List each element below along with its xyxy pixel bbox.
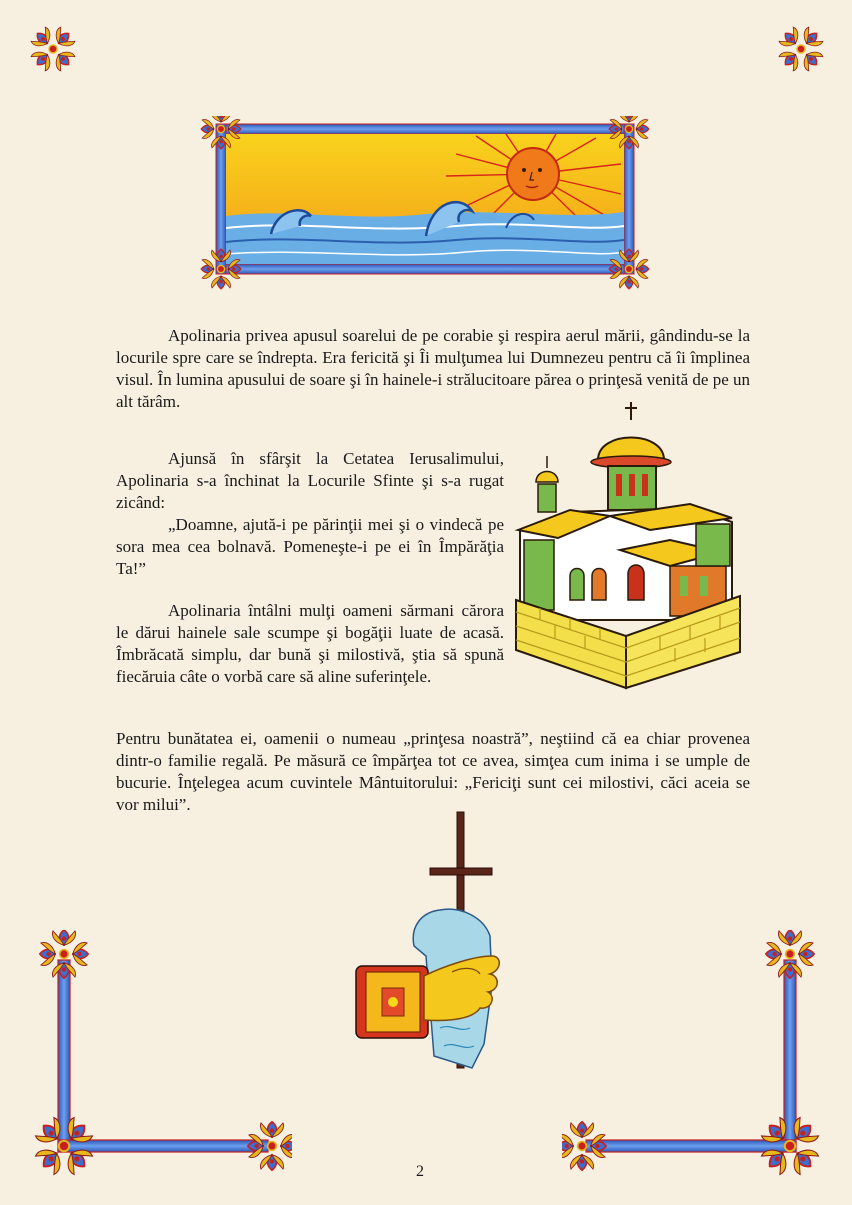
page-number: 2	[416, 1163, 424, 1180]
paragraph-1: Apolinaria privea apusul soarelui de pe corabie şi respira aerul mării, gândindu-se la locurile spre care se îndrepta. Era fericită şi Îi mulţumea lui Dumnezeu pentru că îi împlinea visul. În lumina apusului de soare şi în hainele-i strălucitoare părea o prinţesă venită de pe un alt tărâm.	[116, 326, 750, 411]
paragraph-prayer: „Doamne, ajută-i pe părinţii mei şi o vindecă pe sora mea cea bolnavă. Pomeneşte-i pe ei în Împărăţia Ta!”	[116, 515, 504, 578]
ornamental-corner-frame-right	[562, 930, 832, 1185]
paragraph-2: Ajunsă în sfârşit la Cetatea Ierusalimului, Apolinaria s-a închinat la Locurile Sfinte şi s-a rugat zicând:	[116, 449, 504, 512]
sunset-sea-banner	[176, 116, 676, 292]
jerusalem-church-illustration	[510, 400, 746, 690]
ornamental-corner-frame-left	[22, 930, 292, 1185]
corner-ornament-top-right	[770, 18, 832, 80]
paragraph-4: Apolinaria întâlni mulţi oameni sărmani cărora le dărui hainele sale scumpe şi bogăţii luate de acasă. Îmbrăcată simplu, dar bună şi milostivă, ştia să spună fiecăruia câte o vorbă care să aline suferinţele.	[116, 601, 504, 686]
corner-ornament-top-left	[22, 18, 84, 80]
hand-holding-cross-illustration	[352, 806, 512, 1076]
paragraph-5: Pentru bunătatea ei, oamenii o numeau „prinţesa noastră”, neştiind că ea chiar provenea dintr-o familie regală. Pe măsură ce împărţea tot ce avea, simţea cum inima i se umple de bucurie. Înţelegea acum cuvintele Mântuitorului: „Fericiţi sunt cei milostivi, căci aceia se vor milui”.	[116, 729, 750, 814]
